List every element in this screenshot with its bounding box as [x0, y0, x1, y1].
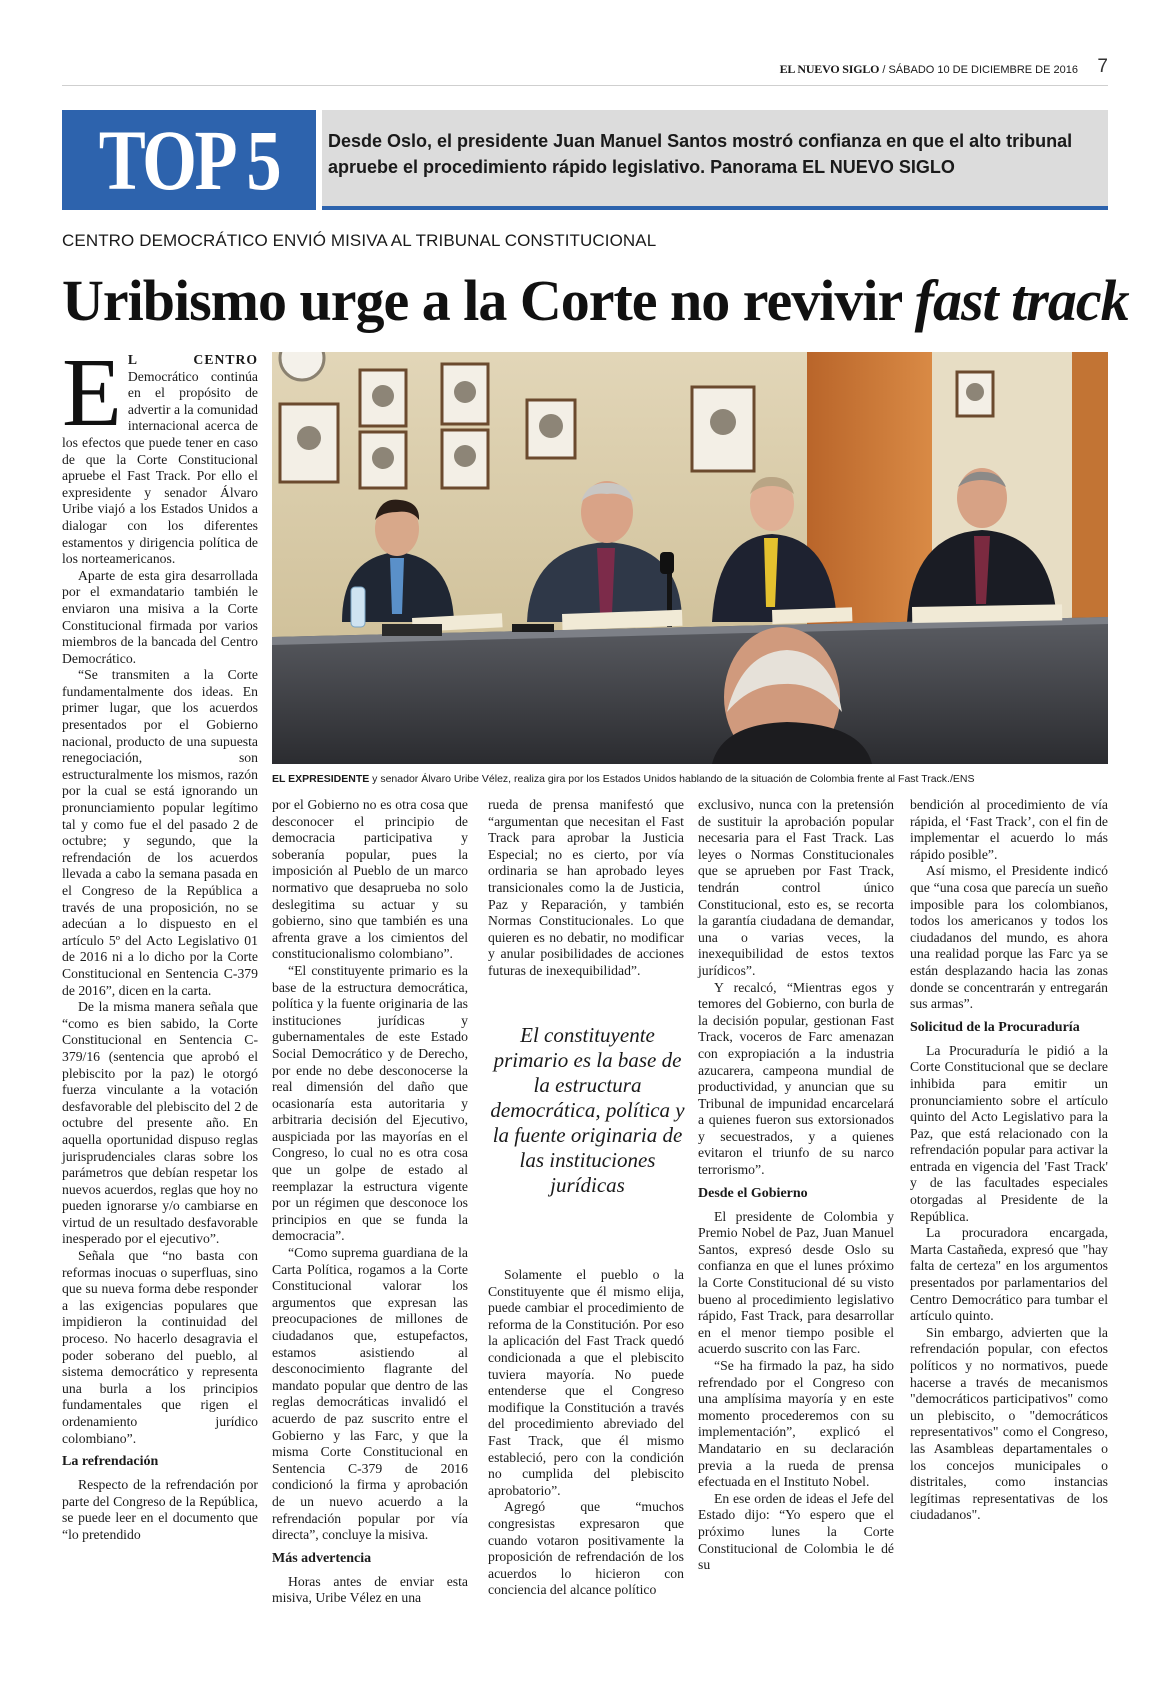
newspaper-name: EL NUEVO SIGLO [779, 62, 880, 76]
article-column-3-bottom [488, 1267, 684, 1599]
pull-quote: El constituyente primario es la base de la estructura democrática, política y la fuente originaria de las instituciones jurídicas [490, 1023, 685, 1197]
article-paragraph: Sin embargo, advierten que la refrendación popular, con efectos políticos y no normativos, puede hacerse a través de mecanismos "democráticos participativos" como un plebiscito, o "democráticos representativos" como el Congreso, las Asambleas departamentales o los concejos municipales o distritales, como instancias legítimas representativas de los ciudadanos". [910, 1324, 1108, 1523]
photo-caption [272, 773, 1108, 785]
headline-main: Uribismo urge a la Corte no revivir [62, 268, 902, 333]
article-paragraph: En ese orden de ideas el Jefe del Estado dijo: “Yo espero que el próximo lunes la Corte Constitucional de Colombia le dé su [698, 1490, 894, 1573]
masthead-dateline [780, 62, 1078, 77]
article-paragraph: bendición al procedimiento de vía rápida, el ‘Fast Track’, con el fin de implementar el acuerdo lo más rápido posible”. [910, 797, 1108, 862]
article-paragraph: Señala que “no basta con reformas inocuas o superfluas, sino que su nueva forma debe responder a las exigencias populares que impidieron la continuidad del proceso. No hacerlo desagravia el poder soberano del pueblo, al sistema democrático y representa una burla a los principios fundamentales que rigen el ordenamiento jurídico colombiano”. [62, 1248, 258, 1446]
article-column-5 [910, 797, 1108, 1524]
subheading: Solicitud de la Procuraduría [910, 1019, 1080, 1035]
subheading: Desde el Gobierno [698, 1185, 808, 1201]
article-paragraph: La procuradora encargada, Marta Castañeda, expresó que "hay falta de certeza" en los argumentos presentados por parlamentarios del Centro Democrático para tumbar el artículo quinto. [910, 1225, 1108, 1324]
article-photo [272, 352, 1108, 764]
article-column-1 [62, 339, 258, 1544]
article-paragraph [62, 339, 258, 568]
article-paragraph: “Se ha firmado la paz, ha sido refrendado por el Congreso con una amplísima mayoría y en este momento procederemos con su implementación”, explicó el Mandatario en su declaración previa a la rueda de prensa efectuada en el Instituto Nobel. [698, 1358, 894, 1490]
section-banner [62, 110, 1108, 210]
article-paragraph: Respecto de la refrendación por parte del Congreso de la República, se puede leer en el documento que “lo pretendido [62, 1477, 258, 1542]
article-paragraph: El presidente de Colombia y Premio Nobel de Paz, Juan Manuel Santos, expresó desde Oslo su confianza en que el lunes próximo la Corte Constitucional dé su visto bueno al procedimiento legislativo rápido, Fast Track, para desarrollar en el menor tiempo posible el acuerdo suscrito con las Farc. [698, 1208, 894, 1357]
article-paragraph: Y recalcó, “Mientras egos y temores del Gobierno, con burla de la decisión popular, gestionan Fast Track, voceros de Farc amenazan con expropiación a la industria azucarera, campeona mundial de productividad, y anuncian que su Tribunal de impunidad encarcelará a quienes fueron sus extorsionados y secuestrados, y a quienes evitaron el triunfo de su narco terrorismo”. [698, 979, 894, 1178]
drop-cap: E [62, 339, 122, 447]
article-paragraph: Agregó que “muchos congresistas expresaron que cuando votaron positivamente la proposición de refrendación de los acuerdos lo hicieron con conciencia del alcance político [488, 1499, 684, 1598]
subheading: La refrendación [62, 1454, 159, 1470]
section-label-box [62, 110, 316, 210]
banner-divider [316, 110, 322, 210]
article-column-2 [272, 797, 468, 1607]
article-kicker: CENTRO DEMOCRÁTICO ENVIÓ MISIVA AL TRIBUNAL CONSTITUCIONAL [62, 231, 657, 250]
section-summary: Desde Oslo, el presidente Juan Manuel Santos mostró confianza en que el alto tribunal apruebe el procedimiento rápido legislativo. Panorama EL NUEVO SIGLO [328, 131, 1073, 177]
article-paragraph: Solamente el pueblo o la Constituyente que él mismo elija, puede cambiar el procedimiento de reforma de la Constitución. Por eso la aplicación del Fast Track quedó condicionada a que el plebiscito tuviera mayoría. No puede entenderse que el Congreso modifique la Constitución a través del procedimiento abreviado del Fast Track, que él mismo estableció, pero con la condición no cumplida del plebiscito aprobatorio”. [488, 1267, 684, 1498]
article-paragraph: Así mismo, el Presidente indicó que “una cosa que parecía un sueño imposible para los colombianos, todos los americanos y todos los ciudadanos del mundo, es ahora una realidad porque las Farc ya se están desplazando hacia las zonas donde se concentrarán y entregarán sus armas”. [910, 863, 1108, 1012]
subheading: Más advertencia [272, 1550, 372, 1566]
photo-caption-lead: EL EXPRESIDENTE [272, 773, 370, 785]
masthead [62, 56, 1108, 86]
article-paragraph: La Procuraduría le pidió a la Corte Constitucional que se declare inhibida para emitir un pronunciamiento sobre el artículo quinto del Acto Legislativo para la Paz, que está relacionado con la refrendación popular para activar la entrada en vigencia del 'Fast Track' y de las facultades especiales otorgadas al Presidente de la República. [910, 1042, 1108, 1224]
meeting-photo-illustration [272, 352, 1108, 764]
section-label: TOP 5 [98, 112, 280, 208]
article-paragraph: Horas antes de enviar esta misiva, Uribe Vélez en una [272, 1573, 468, 1606]
article-paragraph: exclusivo, nunca con la pretensión de sustituir la aprobación popular necesaria para el Fast Track. Las leyes o Normas Constitucionales que se aprueben por Fast Track, tendrán control único Constitucional, esto es, se recorta la garantía ciudadana de demandar, una o varias veces, la inexequibilidad de estos textos jurídicos”. [698, 797, 894, 978]
article-column-3-top [488, 797, 684, 980]
lead-in-caps: L CENTRO [127, 352, 258, 367]
article-paragraph: rueda de prensa manifestó que “argumentan que necesitan el Fast Track para aprobar la Justicia Especial; no es cierto, por vía ordinaria se han aprobado leyes transicionales como la de Justicia, Paz y Reparación, y también Normas Constitucionales. Lo que quieren es no debatir, no modificar y anular posibilidades de acciones futuras de inexequibilidad”. [488, 797, 684, 978]
page-number: 7 [1097, 56, 1108, 77]
article-column-4 [698, 797, 894, 1574]
paragraph-text: Democrático continúa en el propósito de advertir a la comunidad internacional acerca de los efectos que puede tener en caso de que la Corte Constitucional apruebe el Fast Track. Por ello el expresidente y senador Álvaro Uribe viajó a los Estados Unidos a dialogar con los diferentes estamentos y dirigencia política de los norteamericanos. [62, 368, 258, 567]
headline-italic: fast track [914, 268, 1129, 333]
issue-date: / SÁBADO 10 DE DICIEMBRE DE 2016 [882, 64, 1078, 76]
article-paragraph: “Se transmiten a la Corte fundamentalmente dos ideas. En primer lugar, que los acuerdos presentados por el Gobierno nacional, producto de una supuesta renegociación, son estructuralmente los mismos, razón por la cual se está ignorando un pronunciamiento popular legítimo tal y como fue el del pasado 2 de octubre; y segundo, que la refrendación de los acuerdos llevada a cabo la semana pasada en el Congreso de la República a través de una proposición, no se adecúan a lo dispuesto en el artículo 5º del Acto Legislativo 01 de 2016 ni a lo dicho por la Corte Constitucional en Sentencia C-379 de 2016”, dicen en la carta. [62, 667, 258, 998]
article-paragraph: “Como suprema guardiana de la Carta Política, rogamos a la Corte Constitucional valorar los argumentos que expresan las preocupaciones de millones de ciudadanos que, estupefactos, estamos asistiendo al desconocimiento flagrante del mandato popular que dentro de las reglas democráticas invalidó el acuerdo de paz suscrito entre el Gobierno y las Farc, y que la misma Corte Constitucional en Sentencia C-379 de 2016 condicionó la firma y aprobación de un nuevo acuerdo a la refrendación popular por vía directa”, concluye la misiva. [272, 1245, 468, 1543]
article-paragraph: De la misma manera señala que “como es bien sabido, la Corte Constitucional en Sentencia C-379/16 (sentencia que aprobó el plebiscito por la paz) le otorgó fuerza vinculante a la votación desfavorable del plebiscito del 2 de octubre del presente año. En aquella oportunidad dispuso reglas jurisprudenciales claras sobre los parámetros que debían respetar los nuevos acuerdos, reglas que hoy no pueden ignorarse y/o cambiarse en virtud de un resultado desfavorable inesperado por el ejecutivo”. [62, 999, 258, 1247]
article-paragraph: Aparte de esta gira desarrollada por el exmandatario también le enviaron una misiva a la Corte Constitucional firmada por varios miembros de la bancada del Centro Democrático. [62, 567, 258, 666]
photo-caption-text: y senador Álvaro Uribe Vélez, realiza gira por los Estados Unidos hablando de la situación de Colombia frente al Fast Track./ENS [372, 773, 975, 785]
article-paragraph: por el Gobierno no es otra cosa que desconocer el principio de democracia participativa y soberanía popular, pues la imposición al Pueblo de un marco normativo que desaprueba no solo deslegitima su actuar y su gobierno, sino que también es una afrenta grave a los cimientos del constitucionalismo colombiano”. [272, 797, 468, 962]
article-headline [62, 268, 1129, 334]
article-paragraph: “El constituyente primario es la base de la estructura democrática, política y la fuente originaria de las instituciones jurídicas y gubernamentales de este Estado Social Democrático y de Derecho, por ende no debe desconocerse la real dimensión del daño que ocasionaría esta autoritaria y arbitraria decisión del Ejecutivo, auspiciada por las mayorías en el Congreso, lo cual no es otra cosa que un golpe de estado al reemplazar la estructura vigente por un régimen que desconoce los principios en que se funda la democracia”. [272, 962, 468, 1244]
